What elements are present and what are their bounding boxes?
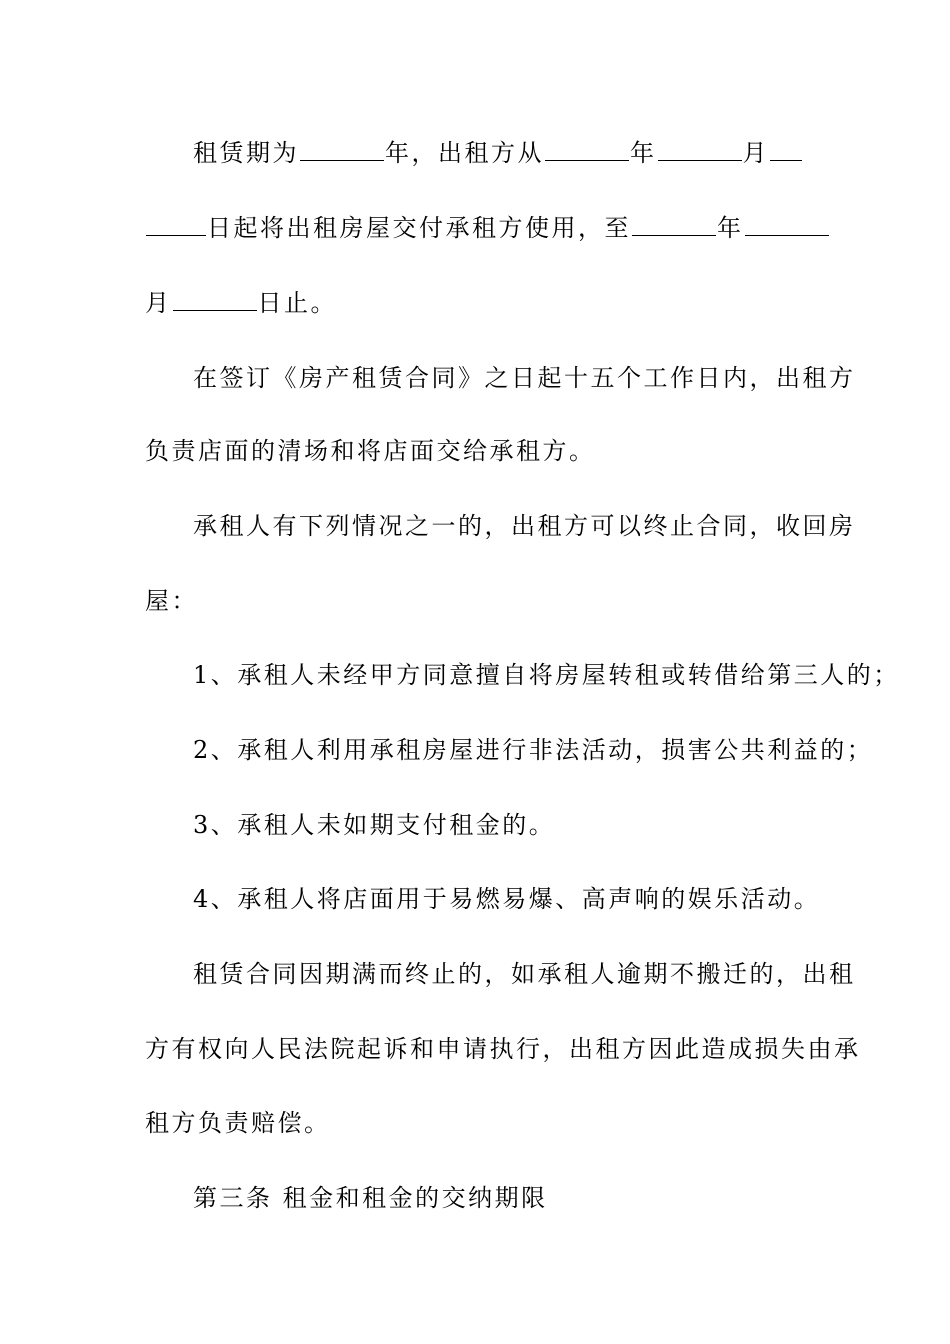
- list-item: 4、承租人将店面用于易燃易爆、高声响的娱乐活动。: [193, 885, 821, 913]
- blank-field-end-month[interactable]: [745, 213, 829, 236]
- paragraph-line: 在签订《房产租赁合同》之日起十五个工作日内，出租方: [193, 364, 856, 392]
- lease-term-line-3: [145, 288, 810, 318]
- lease-term-line-1: [193, 138, 810, 168]
- blank-field-end-day[interactable]: [173, 288, 257, 311]
- text-segment: 日起将出租房屋交付承租方使用，至: [207, 214, 631, 242]
- list-item: 2、承租人利用承租房屋进行非法活动，损害公共利益的；: [193, 736, 874, 764]
- text-segment: 年: [717, 214, 744, 242]
- blank-field-start-month[interactable]: [658, 138, 742, 161]
- text-segment: 日止。: [257, 289, 337, 317]
- blank-field-start-day-part1[interactable]: [770, 138, 802, 161]
- blank-field-start-year[interactable]: [545, 138, 629, 161]
- paragraph-line: 承租人有下列情况之一的，出租方可以终止合同，收回房: [193, 512, 856, 540]
- paragraph-line: 方有权向人民法院起诉和申请执行，出租方因此造成损失由承: [145, 1035, 861, 1063]
- paragraph-line: 负责店面的清场和将店面交给承租方。: [145, 437, 596, 465]
- lease-term-line-2: [145, 213, 810, 243]
- text-segment: 月: [742, 139, 769, 167]
- paragraph-line: 租赁合同因期满而终止的，如承租人逾期不搬迁的，出租: [193, 960, 856, 988]
- text-segment: 年，出租方从: [385, 139, 544, 167]
- text-segment: 年: [630, 139, 657, 167]
- blank-field-end-year[interactable]: [632, 213, 716, 236]
- section-heading: 第三条 租金和租金的交纳期限: [193, 1184, 548, 1212]
- paragraph-line: 租方负责赔偿。: [145, 1109, 331, 1137]
- list-item: 1、承租人未经甲方同意擅自将房屋转租或转借给第三人的；: [193, 661, 900, 689]
- blank-field-years[interactable]: [300, 138, 384, 161]
- paragraph-line: 屋：: [145, 587, 198, 615]
- list-item: 3、承租人未如期支付租金的。: [193, 811, 556, 839]
- blank-field-start-day-part2[interactable]: [146, 213, 206, 236]
- text-segment: 月: [145, 289, 172, 317]
- text-segment: 租赁期为: [193, 139, 299, 167]
